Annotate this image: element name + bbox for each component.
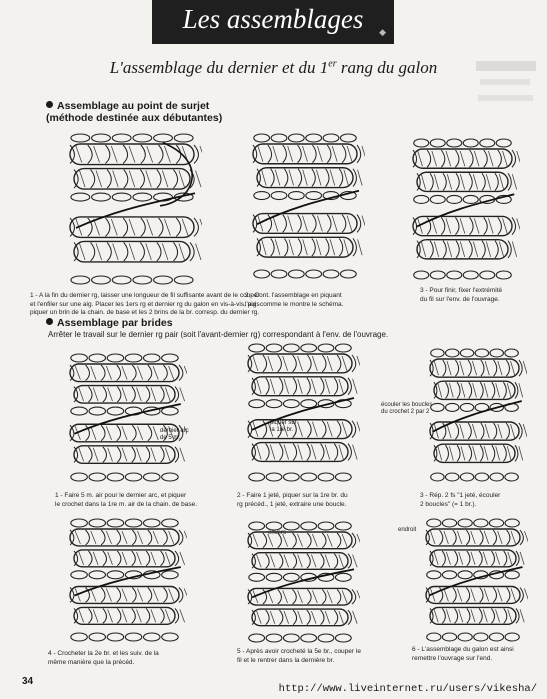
illustration-brides-4: [62, 515, 187, 645]
illustration-brides-3: [422, 345, 527, 485]
illustration-brides-1: [62, 350, 187, 485]
caption-brides-4: 4 - Crocheter la 2e br. et les suiv. de la même manière que la précéd.: [48, 650, 159, 666]
page-number: 34: [22, 676, 34, 687]
section1-subtitle: (méthode destinée aux débutantes): [46, 112, 223, 124]
subtitle: [0, 58, 547, 78]
caption-surjet-1: 1 - A la fin du dernier rg, laisser une longueur de fil suffisante avant de le couper et l'enfiler sur une aig. Placer les 1ers rg et dernier rg du galon en vis-à-vis, puis piquer un brin de la chain. de base et les 2 brins de la br. corresp. du dernier rg.: [30, 292, 260, 316]
subtitle-sup: er: [328, 58, 337, 70]
label-piquer: piquer sur la 1re br.: [270, 420, 297, 433]
subtitle-pre: L'assemblage du dernier et du 1: [109, 58, 329, 77]
bleed-through-ghost: [470, 55, 547, 115]
label-ecouler: écouler les boucles du crochet 2 par 2: [381, 402, 433, 415]
label-envers: envers: [268, 530, 287, 536]
label-dernier-arc: dernier arc de 5 m.: [160, 428, 189, 441]
decor-dot: ◆: [379, 27, 386, 37]
caption-brides-2: 2 - Faire 1 jeté, piquer sur la 1re br. du rg précéd., 1 jeté, extraire une boucle.: [237, 492, 348, 508]
illustration-surjet-1: [62, 130, 202, 288]
illustration-surjet-3: [405, 135, 520, 283]
illustration-brides-2: [240, 340, 360, 485]
subtitle-post: rang du galon: [340, 58, 438, 77]
illustration-brides-6: [418, 515, 528, 645]
label-endroit: endroit: [398, 527, 417, 533]
bullet-icon: [46, 101, 53, 108]
caption-brides-6: 6 - L'assemblage du galon est ainsi remettre l'ouvrage sur l'end.: [412, 646, 514, 662]
section2-heading: [46, 317, 173, 329]
section2-intro: Arrêter le travail sur le dernier rg pair (soit l'avant-dernier rg) correspondant à l'env. de l'ouvrage.: [48, 330, 389, 339]
header-bar: [152, 0, 394, 44]
illustration-brides-5: [240, 518, 360, 646]
watermark-url[interactable]: http://www.liveinternet.ru/users/vikesha/: [278, 683, 537, 695]
caption-brides-3: 3 - Rép. 2 fs "1 jeté, écouler 2 boucles" (= 1 br.).: [420, 492, 501, 508]
bullet-icon: [46, 318, 53, 325]
illustration-surjet-2: [245, 130, 365, 282]
caption-brides-1: 1 - Faire 5 m. air pour le dernier arc, et piquer le crochet dans la 1re m. air de la chain. de base.: [55, 492, 197, 508]
caption-surjet-3: 3 - Pour finir, fixer l'extrémité du fil sur l'env. de l'ouvrage.: [420, 287, 503, 303]
caption-brides-5: 5 - Après avoir crocheté la 5e br., couper le fil et le rentrer dans la dernière br.: [237, 648, 361, 664]
section2-title: Assemblage par brides: [57, 317, 173, 329]
page-title: Les assemblages: [182, 4, 364, 34]
caption-surjet-2: 2 - Cont. l'assemblage en piquant l'aig. comme le montre le schéma.: [245, 292, 344, 308]
section1-heading: [46, 100, 222, 124]
section1-title: Assemblage au point de surjet: [57, 100, 210, 112]
